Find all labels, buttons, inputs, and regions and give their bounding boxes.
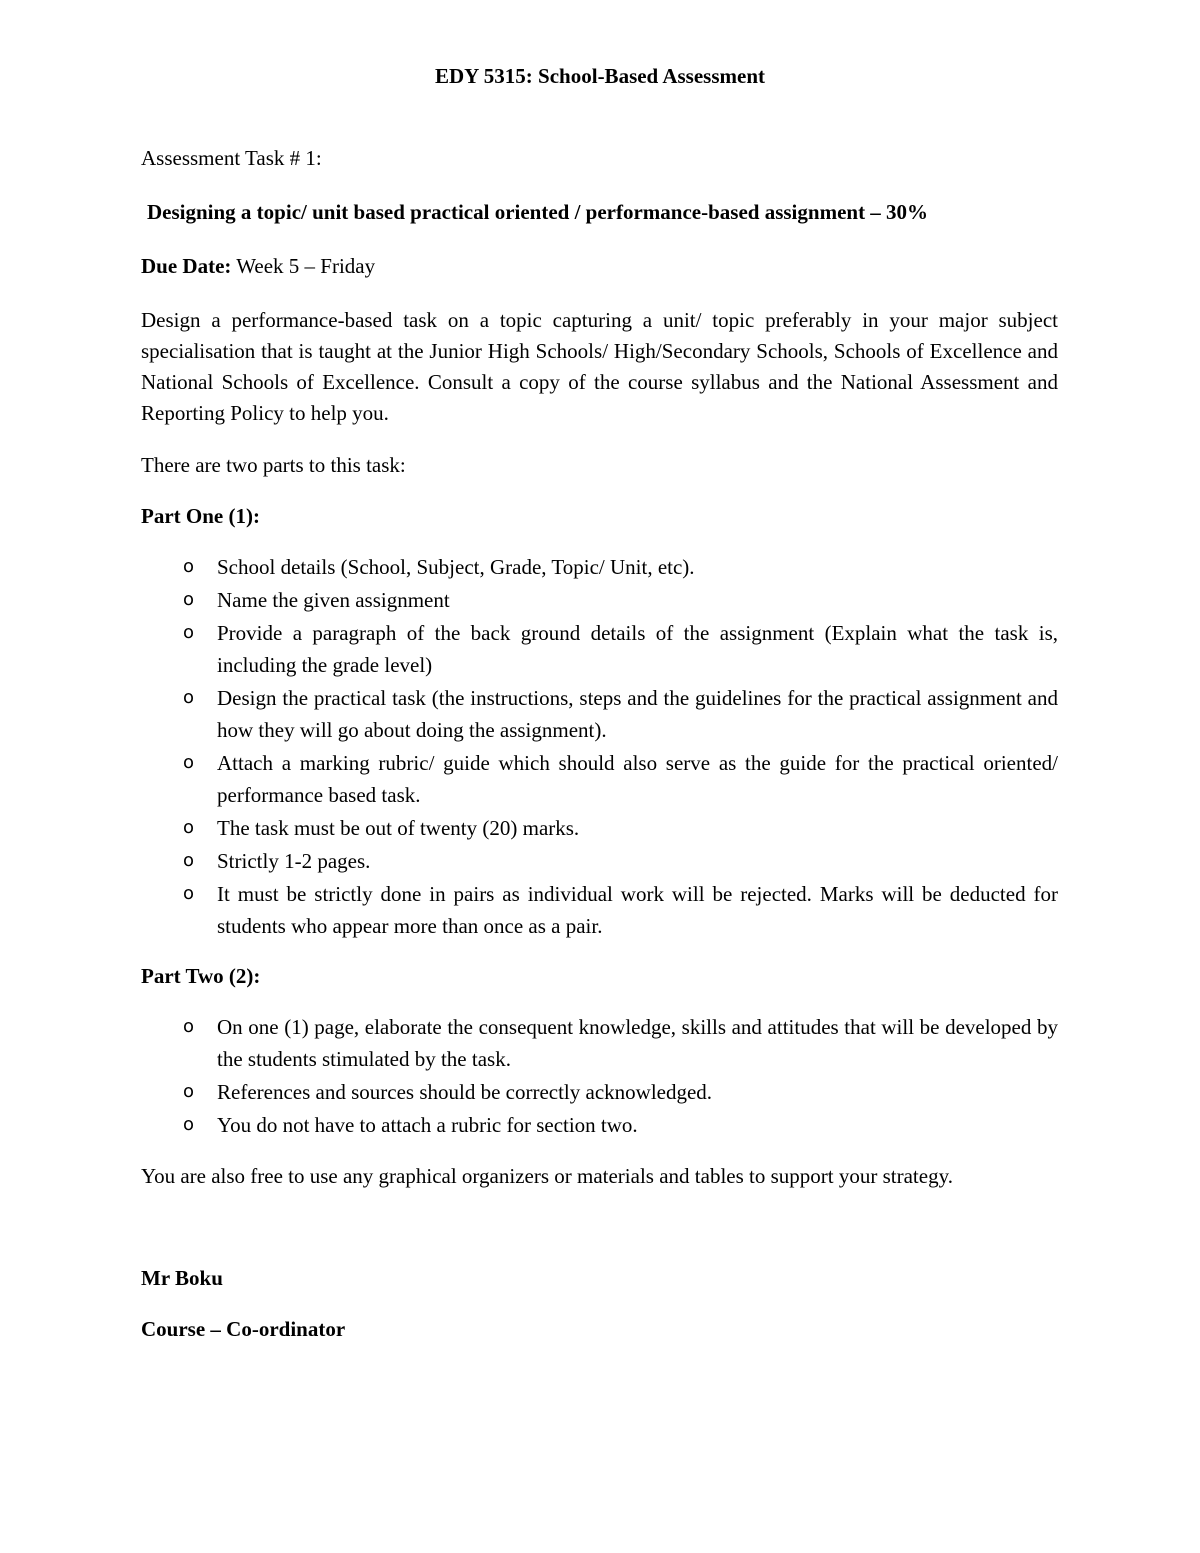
bullet-marker: o [183,1114,195,1135]
bullet-marker: o [183,883,195,904]
bullet-marker: o [183,589,195,610]
bullet-marker: o [183,1081,195,1102]
list-item: o The task must be out of twenty (20) marks. [183,812,1058,844]
due-date-line [141,251,375,281]
part-one-heading: Part One (1): [141,504,260,528]
bullet-marker: o [183,622,195,643]
task-heading: Designing a topic/ unit based practical oriented / performance-based assignment – 30% [147,200,929,224]
due-date-label: Due Date: [141,254,232,278]
signatory-role: Course – Co-ordinator [141,1317,346,1341]
bullet-marker: o [183,850,195,871]
bullet-marker: o [183,687,195,708]
list-item: o References and sources should be correctly acknowledged. [183,1076,1058,1108]
bullet-marker: o [183,1016,195,1037]
list-item: o Provide a paragraph of the back ground details of the assignment (Explain what the task is, including the grade level) [183,617,1058,681]
list-item: o School details (School, Subject, Grade, Topic/ Unit, etc). [183,551,1058,583]
list-item: o Design the practical task (the instructions, steps and the guidelines for the practical assignment and how they will go about doing the assignment). [183,682,1058,746]
intro-paragraph: Design a performance-based task on a topic capturing a unit/ topic preferably in your major subject specialisation that is taught at the Junior High Schools/ High/Secondary Schools, Schools of Excellence and National Schools of Excellence. Consult a copy of the course syllabus and the National Assessment and Reporting Policy to help you. [141,308,1058,425]
list-item: o You do not have to attach a rubric for section two. [183,1109,1058,1141]
due-date-value: Week 5 – Friday [231,254,376,278]
list-item: o Name the given assignment [183,584,1058,616]
list-item: o On one (1) page, elaborate the consequent knowledge, skills and attitudes that will be developed by the students stimulated by the task. [183,1011,1058,1075]
parts-intro: There are two parts to this task: [141,453,406,477]
list-item: o It must be strictly done in pairs as individual work will be rejected. Marks will be deducted for students who appear more than once as a pair. [183,878,1058,942]
bullet-marker: o [183,752,195,773]
list-item: o Attach a marking rubric/ guide which should also serve as the guide for the practical oriented/ performance based task. [183,747,1058,811]
part-two-list [183,1011,1058,1142]
part-two-heading: Part Two (2): [141,964,261,988]
closing-note: You are also free to use any graphical organizers or materials and tables to support your strategy. [141,1164,953,1188]
document-title: EDY 5315: School-Based Assessment [435,64,765,88]
bullet-marker: o [183,556,195,577]
task-label: Assessment Task # 1: [141,146,322,170]
bullet-marker: o [183,817,195,838]
signatory-name: Mr Boku [141,1266,223,1290]
list-item: o Strictly 1-2 pages. [183,845,1058,877]
part-one-list [183,551,1058,943]
